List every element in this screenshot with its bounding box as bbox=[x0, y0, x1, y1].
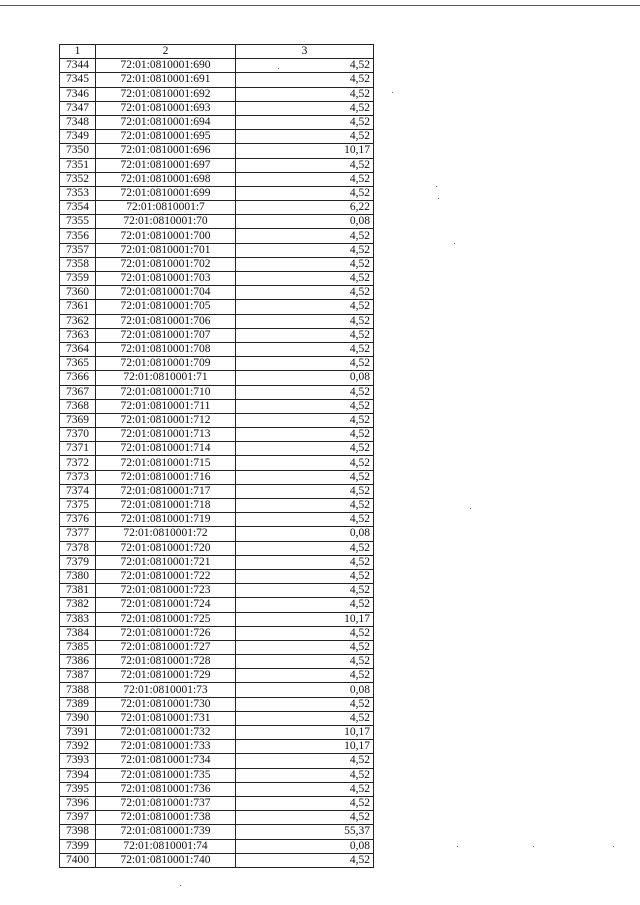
cadastral-number: 72:01:0810001:707 bbox=[96, 328, 236, 342]
table-row bbox=[60, 584, 374, 598]
scan-speck bbox=[180, 885, 181, 886]
table-row bbox=[60, 499, 374, 513]
row-value: 10,17 bbox=[236, 726, 374, 740]
row-value: 4,52 bbox=[236, 811, 374, 825]
row-number: 7349 bbox=[60, 130, 96, 144]
table-row bbox=[60, 768, 374, 782]
row-value: 4,52 bbox=[236, 456, 374, 470]
row-value: 4,52 bbox=[236, 711, 374, 725]
row-number: 7366 bbox=[60, 371, 96, 385]
cadastral-number: 72:01:0810001:722 bbox=[96, 569, 236, 583]
row-value: 4,52 bbox=[236, 314, 374, 328]
cadastral-number: 72:01:0810001:727 bbox=[96, 640, 236, 654]
table-row bbox=[60, 640, 374, 654]
row-value: 4,52 bbox=[236, 569, 374, 583]
row-value: 4,52 bbox=[236, 484, 374, 498]
row-value: 4,52 bbox=[236, 697, 374, 711]
row-number: 7362 bbox=[60, 314, 96, 328]
row-value: 4,52 bbox=[236, 853, 374, 867]
cadastral-number: 72:01:0810001:713 bbox=[96, 428, 236, 442]
row-number: 7356 bbox=[60, 229, 96, 243]
row-value: 4,52 bbox=[236, 385, 374, 399]
table-row bbox=[60, 569, 374, 583]
row-number: 7364 bbox=[60, 342, 96, 356]
cadastral-number: 72:01:0810001:703 bbox=[96, 272, 236, 286]
cadastral-number: 72:01:0810001:717 bbox=[96, 484, 236, 498]
scan-speck bbox=[533, 846, 534, 847]
row-number: 7365 bbox=[60, 357, 96, 371]
row-value: 4,52 bbox=[236, 229, 374, 243]
document-table-container bbox=[59, 44, 373, 868]
scan-speck bbox=[436, 186, 437, 187]
row-value: 4,52 bbox=[236, 186, 374, 200]
row-number: 7346 bbox=[60, 87, 96, 101]
cadastral-number: 72:01:0810001:740 bbox=[96, 853, 236, 867]
row-number: 7397 bbox=[60, 811, 96, 825]
table-row bbox=[60, 428, 374, 442]
cadastral-number: 72:01:0810001:70 bbox=[96, 215, 236, 229]
table-row bbox=[60, 484, 374, 498]
cadastral-number: 72:01:0810001:709 bbox=[96, 357, 236, 371]
row-value: 4,52 bbox=[236, 73, 374, 87]
row-value: 0,08 bbox=[236, 683, 374, 697]
cadastral-number: 72:01:0810001:723 bbox=[96, 584, 236, 598]
row-number: 7369 bbox=[60, 413, 96, 427]
row-value: 4,52 bbox=[236, 442, 374, 456]
page-edge-line bbox=[0, 5, 640, 6]
table-row bbox=[60, 555, 374, 569]
table-row bbox=[60, 626, 374, 640]
row-number: 7348 bbox=[60, 115, 96, 129]
row-value: 4,52 bbox=[236, 87, 374, 101]
cadastral-number: 72:01:0810001:705 bbox=[96, 300, 236, 314]
cadastral-number: 72:01:0810001:700 bbox=[96, 229, 236, 243]
table-row bbox=[60, 825, 374, 839]
row-value: 55,37 bbox=[236, 825, 374, 839]
table-row bbox=[60, 711, 374, 725]
row-value: 4,52 bbox=[236, 470, 374, 484]
row-value: 0,08 bbox=[236, 371, 374, 385]
row-number: 7392 bbox=[60, 740, 96, 754]
table-row bbox=[60, 172, 374, 186]
cadastral-number: 72:01:0810001:712 bbox=[96, 413, 236, 427]
row-number: 7354 bbox=[60, 201, 96, 215]
row-number: 7382 bbox=[60, 598, 96, 612]
cadastral-number: 72:01:0810001:734 bbox=[96, 754, 236, 768]
table-row bbox=[60, 286, 374, 300]
table-row bbox=[60, 158, 374, 172]
row-value: 4,52 bbox=[236, 754, 374, 768]
table-row bbox=[60, 683, 374, 697]
cadastral-number: 72:01:0810001:739 bbox=[96, 825, 236, 839]
row-number: 7381 bbox=[60, 584, 96, 598]
table-row bbox=[60, 796, 374, 810]
row-number: 7384 bbox=[60, 626, 96, 640]
cadastral-number: 72:01:0810001:730 bbox=[96, 697, 236, 711]
cadastral-number: 72:01:0810001:74 bbox=[96, 839, 236, 853]
row-value: 10,17 bbox=[236, 612, 374, 626]
cadastral-number: 72:01:0810001:735 bbox=[96, 768, 236, 782]
table-row bbox=[60, 839, 374, 853]
row-value: 4,52 bbox=[236, 640, 374, 654]
table-row bbox=[60, 101, 374, 115]
row-value: 4,52 bbox=[236, 428, 374, 442]
row-value: 4,52 bbox=[236, 115, 374, 129]
cadastral-number: 72:01:0810001:738 bbox=[96, 811, 236, 825]
row-number: 7344 bbox=[60, 59, 96, 73]
table-row bbox=[60, 385, 374, 399]
cadastral-number: 72:01:0810001:725 bbox=[96, 612, 236, 626]
table-row bbox=[60, 612, 374, 626]
row-number: 7363 bbox=[60, 328, 96, 342]
cadastral-number: 72:01:0810001:698 bbox=[96, 172, 236, 186]
table-row bbox=[60, 87, 374, 101]
cadastral-number: 72:01:0810001:716 bbox=[96, 470, 236, 484]
table-row bbox=[60, 456, 374, 470]
cadastral-number: 72:01:0810001:694 bbox=[96, 115, 236, 129]
row-value: 4,52 bbox=[236, 101, 374, 115]
cadastral-number: 72:01:0810001:690 bbox=[96, 59, 236, 73]
scan-speck bbox=[454, 243, 455, 244]
row-number: 7359 bbox=[60, 272, 96, 286]
cadastral-number: 72:01:0810001:729 bbox=[96, 669, 236, 683]
row-value: 4,52 bbox=[236, 300, 374, 314]
cadastral-number: 72:01:0810001:73 bbox=[96, 683, 236, 697]
row-value: 4,52 bbox=[236, 626, 374, 640]
row-value: 4,52 bbox=[236, 257, 374, 271]
table-row bbox=[60, 541, 374, 555]
row-number: 7396 bbox=[60, 796, 96, 810]
table-row bbox=[60, 754, 374, 768]
row-number: 7370 bbox=[60, 428, 96, 442]
row-value: 4,52 bbox=[236, 768, 374, 782]
table-row bbox=[60, 59, 374, 73]
table-row bbox=[60, 201, 374, 215]
table-row bbox=[60, 215, 374, 229]
table-row bbox=[60, 598, 374, 612]
row-number: 7389 bbox=[60, 697, 96, 711]
header-col-1: 1 bbox=[60, 45, 96, 59]
row-value: 4,52 bbox=[236, 555, 374, 569]
cadastral-number: 72:01:0810001:7 bbox=[96, 201, 236, 215]
table-row bbox=[60, 186, 374, 200]
row-value: 4,52 bbox=[236, 782, 374, 796]
row-number: 7380 bbox=[60, 569, 96, 583]
cadastral-number: 72:01:0810001:699 bbox=[96, 186, 236, 200]
table-row bbox=[60, 442, 374, 456]
cadastral-number: 72:01:0810001:708 bbox=[96, 342, 236, 356]
cadastral-number: 72:01:0810001:726 bbox=[96, 626, 236, 640]
cadastral-number: 72:01:0810001:72 bbox=[96, 527, 236, 541]
table-row bbox=[60, 243, 374, 257]
scan-speck bbox=[278, 68, 279, 69]
row-number: 7361 bbox=[60, 300, 96, 314]
cadastral-number: 72:01:0810001:71 bbox=[96, 371, 236, 385]
row-number: 7352 bbox=[60, 172, 96, 186]
row-number: 7395 bbox=[60, 782, 96, 796]
row-value: 4,52 bbox=[236, 655, 374, 669]
row-number: 7400 bbox=[60, 853, 96, 867]
row-value: 4,52 bbox=[236, 541, 374, 555]
table-row bbox=[60, 144, 374, 158]
table-row bbox=[60, 782, 374, 796]
row-value: 4,52 bbox=[236, 796, 374, 810]
row-number: 7360 bbox=[60, 286, 96, 300]
header-row bbox=[60, 45, 374, 59]
table-row bbox=[60, 740, 374, 754]
table-body bbox=[60, 59, 374, 868]
row-number: 7386 bbox=[60, 655, 96, 669]
row-number: 7355 bbox=[60, 215, 96, 229]
row-number: 7388 bbox=[60, 683, 96, 697]
row-value: 4,52 bbox=[236, 413, 374, 427]
row-value: 4,52 bbox=[236, 584, 374, 598]
row-number: 7398 bbox=[60, 825, 96, 839]
row-number: 7390 bbox=[60, 711, 96, 725]
row-number: 7379 bbox=[60, 555, 96, 569]
table-row bbox=[60, 413, 374, 427]
table-row bbox=[60, 853, 374, 867]
row-value: 4,52 bbox=[236, 342, 374, 356]
row-value: 10,17 bbox=[236, 144, 374, 158]
row-number: 7394 bbox=[60, 768, 96, 782]
table-row bbox=[60, 697, 374, 711]
row-number: 7385 bbox=[60, 640, 96, 654]
table-row bbox=[60, 726, 374, 740]
table-row bbox=[60, 73, 374, 87]
cadastral-number: 72:01:0810001:732 bbox=[96, 726, 236, 740]
row-value: 4,52 bbox=[236, 59, 374, 73]
cadastral-number: 72:01:0810001:719 bbox=[96, 513, 236, 527]
table-row bbox=[60, 130, 374, 144]
table-row bbox=[60, 669, 374, 683]
table-row bbox=[60, 655, 374, 669]
table-row bbox=[60, 399, 374, 413]
row-value: 4,52 bbox=[236, 286, 374, 300]
row-number: 7375 bbox=[60, 499, 96, 513]
row-number: 7378 bbox=[60, 541, 96, 555]
cadastral-number: 72:01:0810001:704 bbox=[96, 286, 236, 300]
row-number: 7391 bbox=[60, 726, 96, 740]
row-number: 7372 bbox=[60, 456, 96, 470]
row-number: 7371 bbox=[60, 442, 96, 456]
table-row bbox=[60, 470, 374, 484]
cadastral-number: 72:01:0810001:718 bbox=[96, 499, 236, 513]
row-number: 7368 bbox=[60, 399, 96, 413]
table-row bbox=[60, 328, 374, 342]
cadastral-number: 72:01:0810001:714 bbox=[96, 442, 236, 456]
row-value: 0,08 bbox=[236, 527, 374, 541]
table-row bbox=[60, 272, 374, 286]
cadastral-number: 72:01:0810001:733 bbox=[96, 740, 236, 754]
cadastral-number: 72:01:0810001:737 bbox=[96, 796, 236, 810]
row-number: 7357 bbox=[60, 243, 96, 257]
row-value: 4,52 bbox=[236, 669, 374, 683]
cadastral-number: 72:01:0810001:720 bbox=[96, 541, 236, 555]
table-row bbox=[60, 513, 374, 527]
cadastral-number: 72:01:0810001:693 bbox=[96, 101, 236, 115]
cadastral-number: 72:01:0810001:701 bbox=[96, 243, 236, 257]
row-number: 7358 bbox=[60, 257, 96, 271]
scan-speck bbox=[470, 508, 471, 509]
row-value: 0,08 bbox=[236, 839, 374, 853]
table-row bbox=[60, 371, 374, 385]
cadastral-number: 72:01:0810001:696 bbox=[96, 144, 236, 158]
row-value: 10,17 bbox=[236, 740, 374, 754]
cadastral-number: 72:01:0810001:697 bbox=[96, 158, 236, 172]
row-number: 7345 bbox=[60, 73, 96, 87]
cadastral-number: 72:01:0810001:724 bbox=[96, 598, 236, 612]
table-row bbox=[60, 115, 374, 129]
row-value: 4,52 bbox=[236, 499, 374, 513]
table-row bbox=[60, 357, 374, 371]
cadastral-number: 72:01:0810001:691 bbox=[96, 73, 236, 87]
scan-speck bbox=[613, 846, 614, 847]
row-value: 0,08 bbox=[236, 215, 374, 229]
row-number: 7376 bbox=[60, 513, 96, 527]
row-value: 4,52 bbox=[236, 158, 374, 172]
row-value: 4,52 bbox=[236, 598, 374, 612]
row-number: 7393 bbox=[60, 754, 96, 768]
row-number: 7351 bbox=[60, 158, 96, 172]
row-value: 4,52 bbox=[236, 513, 374, 527]
row-value: 4,52 bbox=[236, 130, 374, 144]
scan-speck bbox=[438, 198, 439, 199]
row-value: 6,22 bbox=[236, 201, 374, 215]
cadastral-number: 72:01:0810001:721 bbox=[96, 555, 236, 569]
row-number: 7347 bbox=[60, 101, 96, 115]
table-row bbox=[60, 342, 374, 356]
cadastral-number: 72:01:0810001:736 bbox=[96, 782, 236, 796]
cadastral-number: 72:01:0810001:692 bbox=[96, 87, 236, 101]
row-number: 7374 bbox=[60, 484, 96, 498]
cadastral-number: 72:01:0810001:728 bbox=[96, 655, 236, 669]
row-number: 7367 bbox=[60, 385, 96, 399]
scan-speck bbox=[457, 846, 458, 847]
row-number: 7377 bbox=[60, 527, 96, 541]
table-header bbox=[60, 45, 374, 59]
row-value: 4,52 bbox=[236, 328, 374, 342]
table-row bbox=[60, 314, 374, 328]
cadastral-number: 72:01:0810001:702 bbox=[96, 257, 236, 271]
table-row bbox=[60, 300, 374, 314]
row-value: 4,52 bbox=[236, 272, 374, 286]
cadastral-number: 72:01:0810001:731 bbox=[96, 711, 236, 725]
row-number: 7399 bbox=[60, 839, 96, 853]
row-value: 4,52 bbox=[236, 243, 374, 257]
row-number: 7387 bbox=[60, 669, 96, 683]
row-number: 7383 bbox=[60, 612, 96, 626]
row-value: 4,52 bbox=[236, 357, 374, 371]
scan-speck bbox=[392, 92, 393, 93]
cadastral-table bbox=[59, 44, 374, 868]
table-row bbox=[60, 527, 374, 541]
row-number: 7353 bbox=[60, 186, 96, 200]
table-row bbox=[60, 229, 374, 243]
header-col-3: 3 bbox=[236, 45, 374, 59]
row-number: 7350 bbox=[60, 144, 96, 158]
row-number: 7373 bbox=[60, 470, 96, 484]
cadastral-number: 72:01:0810001:695 bbox=[96, 130, 236, 144]
row-value: 4,52 bbox=[236, 172, 374, 186]
cadastral-number: 72:01:0810001:711 bbox=[96, 399, 236, 413]
table-row bbox=[60, 811, 374, 825]
cadastral-number: 72:01:0810001:706 bbox=[96, 314, 236, 328]
row-value: 4,52 bbox=[236, 399, 374, 413]
cadastral-number: 72:01:0810001:715 bbox=[96, 456, 236, 470]
table-row bbox=[60, 257, 374, 271]
cadastral-number: 72:01:0810001:710 bbox=[96, 385, 236, 399]
header-col-2: 2 bbox=[96, 45, 236, 59]
